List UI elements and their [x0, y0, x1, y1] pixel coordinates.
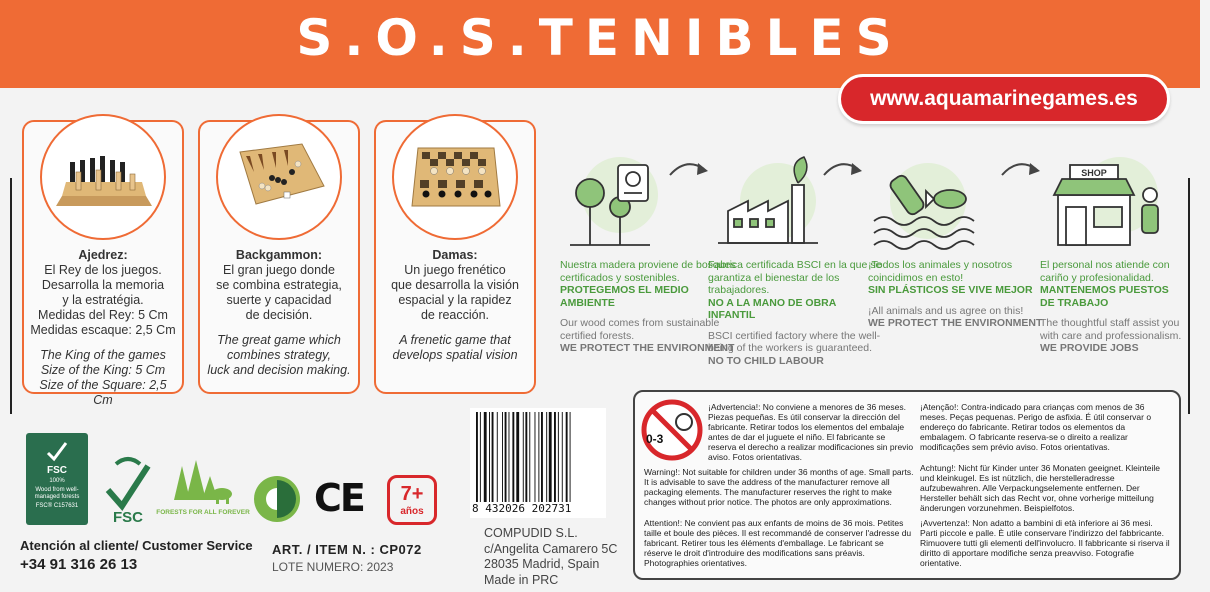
factory-en-bold: NO TO CHILD LABOUR	[708, 354, 824, 367]
warning-es: ¡Advertencia!: No conviene a menores de 36 meses. Piezas pequeñas. Es útil conservar la dirección del fabricante. Retirar todos los elementos del embalaje antes de dar el juguete el niño. El fabricante se reserva el derecho a realizar modificaciones sin previo aviso. Fotos orientativas.	[708, 402, 914, 462]
checkers-image-circle	[392, 114, 518, 240]
shop-person-icon	[1040, 155, 1210, 255]
plastics-text	[868, 259, 1046, 330]
fsc-logo-label: FSC	[113, 509, 143, 526]
checkers-board-image	[408, 142, 504, 214]
fsc-tree-logo	[96, 454, 160, 526]
shop-es-bold: MANTENEMOS PUESTOS DE TRABAJO	[1040, 284, 1169, 309]
factory-text	[708, 259, 886, 367]
chess-title: Ajedrez:	[78, 248, 128, 262]
shop-es-text: El personal nos atiende con cariño y profesionalidad.	[1040, 259, 1170, 284]
forests-es-bold: PROTEGEMOS EL MEDIO AMBIENTE	[560, 284, 689, 309]
process-step-shop	[1040, 155, 1210, 370]
shop-text	[1040, 259, 1182, 355]
warning-en: Warning!: Not suitable for children under 36 months of age. Small parts. It is advisable to save the address of the manufacturer remove all packaging elements. The manufacturer reserves the right to make changes without prior notice. The photos are only approximations.	[644, 467, 914, 507]
chess-board-image	[56, 142, 152, 214]
company-line: 28035 Madrid, Spain	[484, 557, 600, 571]
checkers-es-line: que desarrolla la visión	[391, 278, 519, 292]
plastics-es-text: ¡Todos los animales y nosotros coincidimos en esto!	[868, 259, 1013, 284]
forests-for-all-logo	[156, 456, 250, 526]
chess-en-line: Size of the King: 5 Cm	[40, 363, 166, 377]
warning-de: Achtung!: Nicht für Kinder unter 36 Monaten geeignet. Kleinteile und kleinkugel. Es ist nützlich, die herstelleradresse aufzubewahren. Alle Verpackungselemente entfernen. Der Hersteller behält sich das Recht vor, ohne vorherige mitteilung änderungen vorzunehmen. Beispielfotos.	[920, 463, 1161, 513]
arrow-right-icon	[1000, 155, 1044, 185]
backgammon-es-line: de decisión.	[245, 308, 313, 322]
checkers-card	[374, 120, 536, 394]
forests-es-text: Nuestra madera proviene de bosques certificados y sostenibles.	[560, 259, 736, 284]
chess-card	[22, 120, 184, 407]
backgammon-es-line: El gran juego donde	[223, 263, 335, 277]
arrow-right-icon	[822, 155, 866, 185]
chess-es-line: Desarrolla la memoria	[41, 278, 165, 292]
customer-service-label: Atención al cliente/ Customer Service	[20, 538, 253, 553]
lot-number: LOTE NUMERO: 2023	[272, 560, 394, 574]
ce-mark: CE	[314, 476, 364, 520]
checkers-es-line: Un juego frenético	[404, 263, 506, 277]
age-badge	[387, 475, 437, 525]
age-warning-icon	[640, 398, 704, 462]
checkers-description	[380, 248, 530, 363]
chess-description	[28, 248, 178, 408]
shop-sign-label: SHOP	[1081, 168, 1107, 178]
customer-service-phone[interactable]: +34 91 316 26 13	[20, 556, 138, 573]
fsc-box-word: FSC	[47, 465, 67, 476]
forests-en-text: Our wood comes from sustainable certified forests.	[560, 317, 720, 342]
checkers-es-line: de reacción.	[420, 308, 490, 322]
shop-en-bold: WE PROVIDE JOBS	[1040, 342, 1139, 354]
process-step-forests	[560, 155, 736, 370]
checkers-title: Damas:	[432, 248, 478, 262]
process-step-factory	[708, 155, 882, 370]
warning-pt: ¡Atenção!: Contra-indicado para crianças com menos de 36 meses. Peças pequenas. Perigo de asfixia. É útil conservar o endereço do fabricante. Retirar todos os elementos da embalagem. O fabricante reserva-se o direito a realizar modificações sem prévio aviso. Fotos orientativas.	[920, 402, 1152, 452]
warning-it: ¡Avvertenza!: Non adatto a bambini di età inferiore ai 36 mesi. Parti piccole e palle. È utile conservare l'indirizzo del fabbricante. Rimuovere tutti gli elementi dell'involucro. Il fabbricante si riserva il diritto di apportare modifiche senza preavviso. Fotografie orientative.	[920, 518, 1170, 568]
factory-es-text: Fabrica certificada BSCI en la que se garantiza el bienestar de los trabajadores.	[708, 259, 882, 296]
shop-en-text: The thoughtful staff assist you with care and professionalism.	[1040, 317, 1182, 342]
fsc-tree-check-icon	[44, 439, 70, 465]
backgammon-en-line: The great game which	[217, 333, 341, 347]
plastics-es-bold: SIN PLÁSTICOS SE VIVE MEJOR	[868, 284, 1033, 296]
chess-en-line: Size of the Square: 2,5 Cm	[39, 378, 167, 407]
company-line: COMPUDID S.L.	[484, 526, 578, 540]
age-warning-symbol: 0-3	[646, 432, 664, 446]
checkers-es-line: espacial y la rapidez	[398, 293, 512, 307]
item-number: ART. / ITEM N. : CP072	[272, 542, 422, 557]
backgammon-en-line: luck and decision making.	[207, 363, 351, 377]
green-dot-recycle-icon	[252, 474, 302, 524]
backgammon-board-image	[232, 142, 328, 214]
company-line: Made in PRC	[484, 572, 559, 587]
backgammon-image-circle	[216, 114, 342, 240]
forests-en-bold: WE PROTECT THE ENVIRONMENT	[560, 342, 735, 354]
backgammon-en-line: combines strategy,	[227, 348, 331, 362]
backgammon-title: Backgammon:	[235, 248, 323, 262]
backgammon-es-line: suerte y capacidad	[226, 293, 332, 307]
company-address	[484, 526, 617, 588]
chess-es-line: Medidas escaque: 2,5 Cm	[30, 323, 176, 337]
fsc-box-small: Wood from well-managed forests	[34, 487, 80, 500]
chess-es-line: y la estratégia.	[62, 293, 144, 307]
checkers-en-line: develops spatial vision	[392, 348, 518, 362]
fsc-box-code: FSC® C157631	[35, 503, 79, 509]
plastics-en-bold: WE PROTECT THE ENVIRONMENT	[868, 317, 1043, 329]
fsc-label-box	[26, 433, 88, 525]
forests-logo-label: FORESTS FOR ALL FOREVER	[156, 509, 250, 516]
age-badge-number: 7+	[400, 483, 424, 505]
backgammon-card	[198, 120, 360, 394]
company-line: c/Angelita Camarero 5C	[484, 541, 618, 556]
age-badge-unit: años	[400, 506, 424, 517]
brand-title: S.O.S.TENIBLES	[296, 9, 904, 67]
checkers-en-line: A frenetic game that	[399, 333, 511, 347]
chess-es-line: Medidas del Rey: 5 Cm	[38, 308, 168, 322]
website-link[interactable]: www.aquamarinegames.es	[838, 74, 1170, 124]
factory-en-text: BSCI certified factory where the well-being of the workers is guaranteed.	[708, 329, 881, 354]
chess-es-line: El Rey de los juegos.	[44, 263, 162, 277]
process-step-plastics	[868, 155, 1043, 370]
plastics-en-text: ¡All animals and us agree on this!	[868, 304, 1024, 317]
backgammon-description	[204, 248, 354, 378]
crop-mark-left	[10, 178, 12, 414]
chess-en-line: The King of the games	[40, 348, 166, 362]
backgammon-es-line: se combina estrategia,	[216, 278, 342, 292]
fsc-box-pct: 100%	[49, 478, 65, 484]
barcode-digits: 8 432026 202731	[472, 502, 572, 515]
factory-es-bold: NO A LA MANO DE OBRA INFANTIL	[708, 296, 836, 321]
arrow-right-icon	[668, 155, 712, 185]
chess-image-circle	[40, 114, 166, 240]
warning-fr: Attention!: Ne convient pas aux enfants de moins de 36 mois. Petites taille et boule des pièces. Il est recommandé de conserver l'adresse du fabricant. Retirer tous les éléments d'emballage. Le fabricant se réserve le droit d'introduire des modifications sans préavis. Photographies orientatives.	[644, 518, 912, 568]
